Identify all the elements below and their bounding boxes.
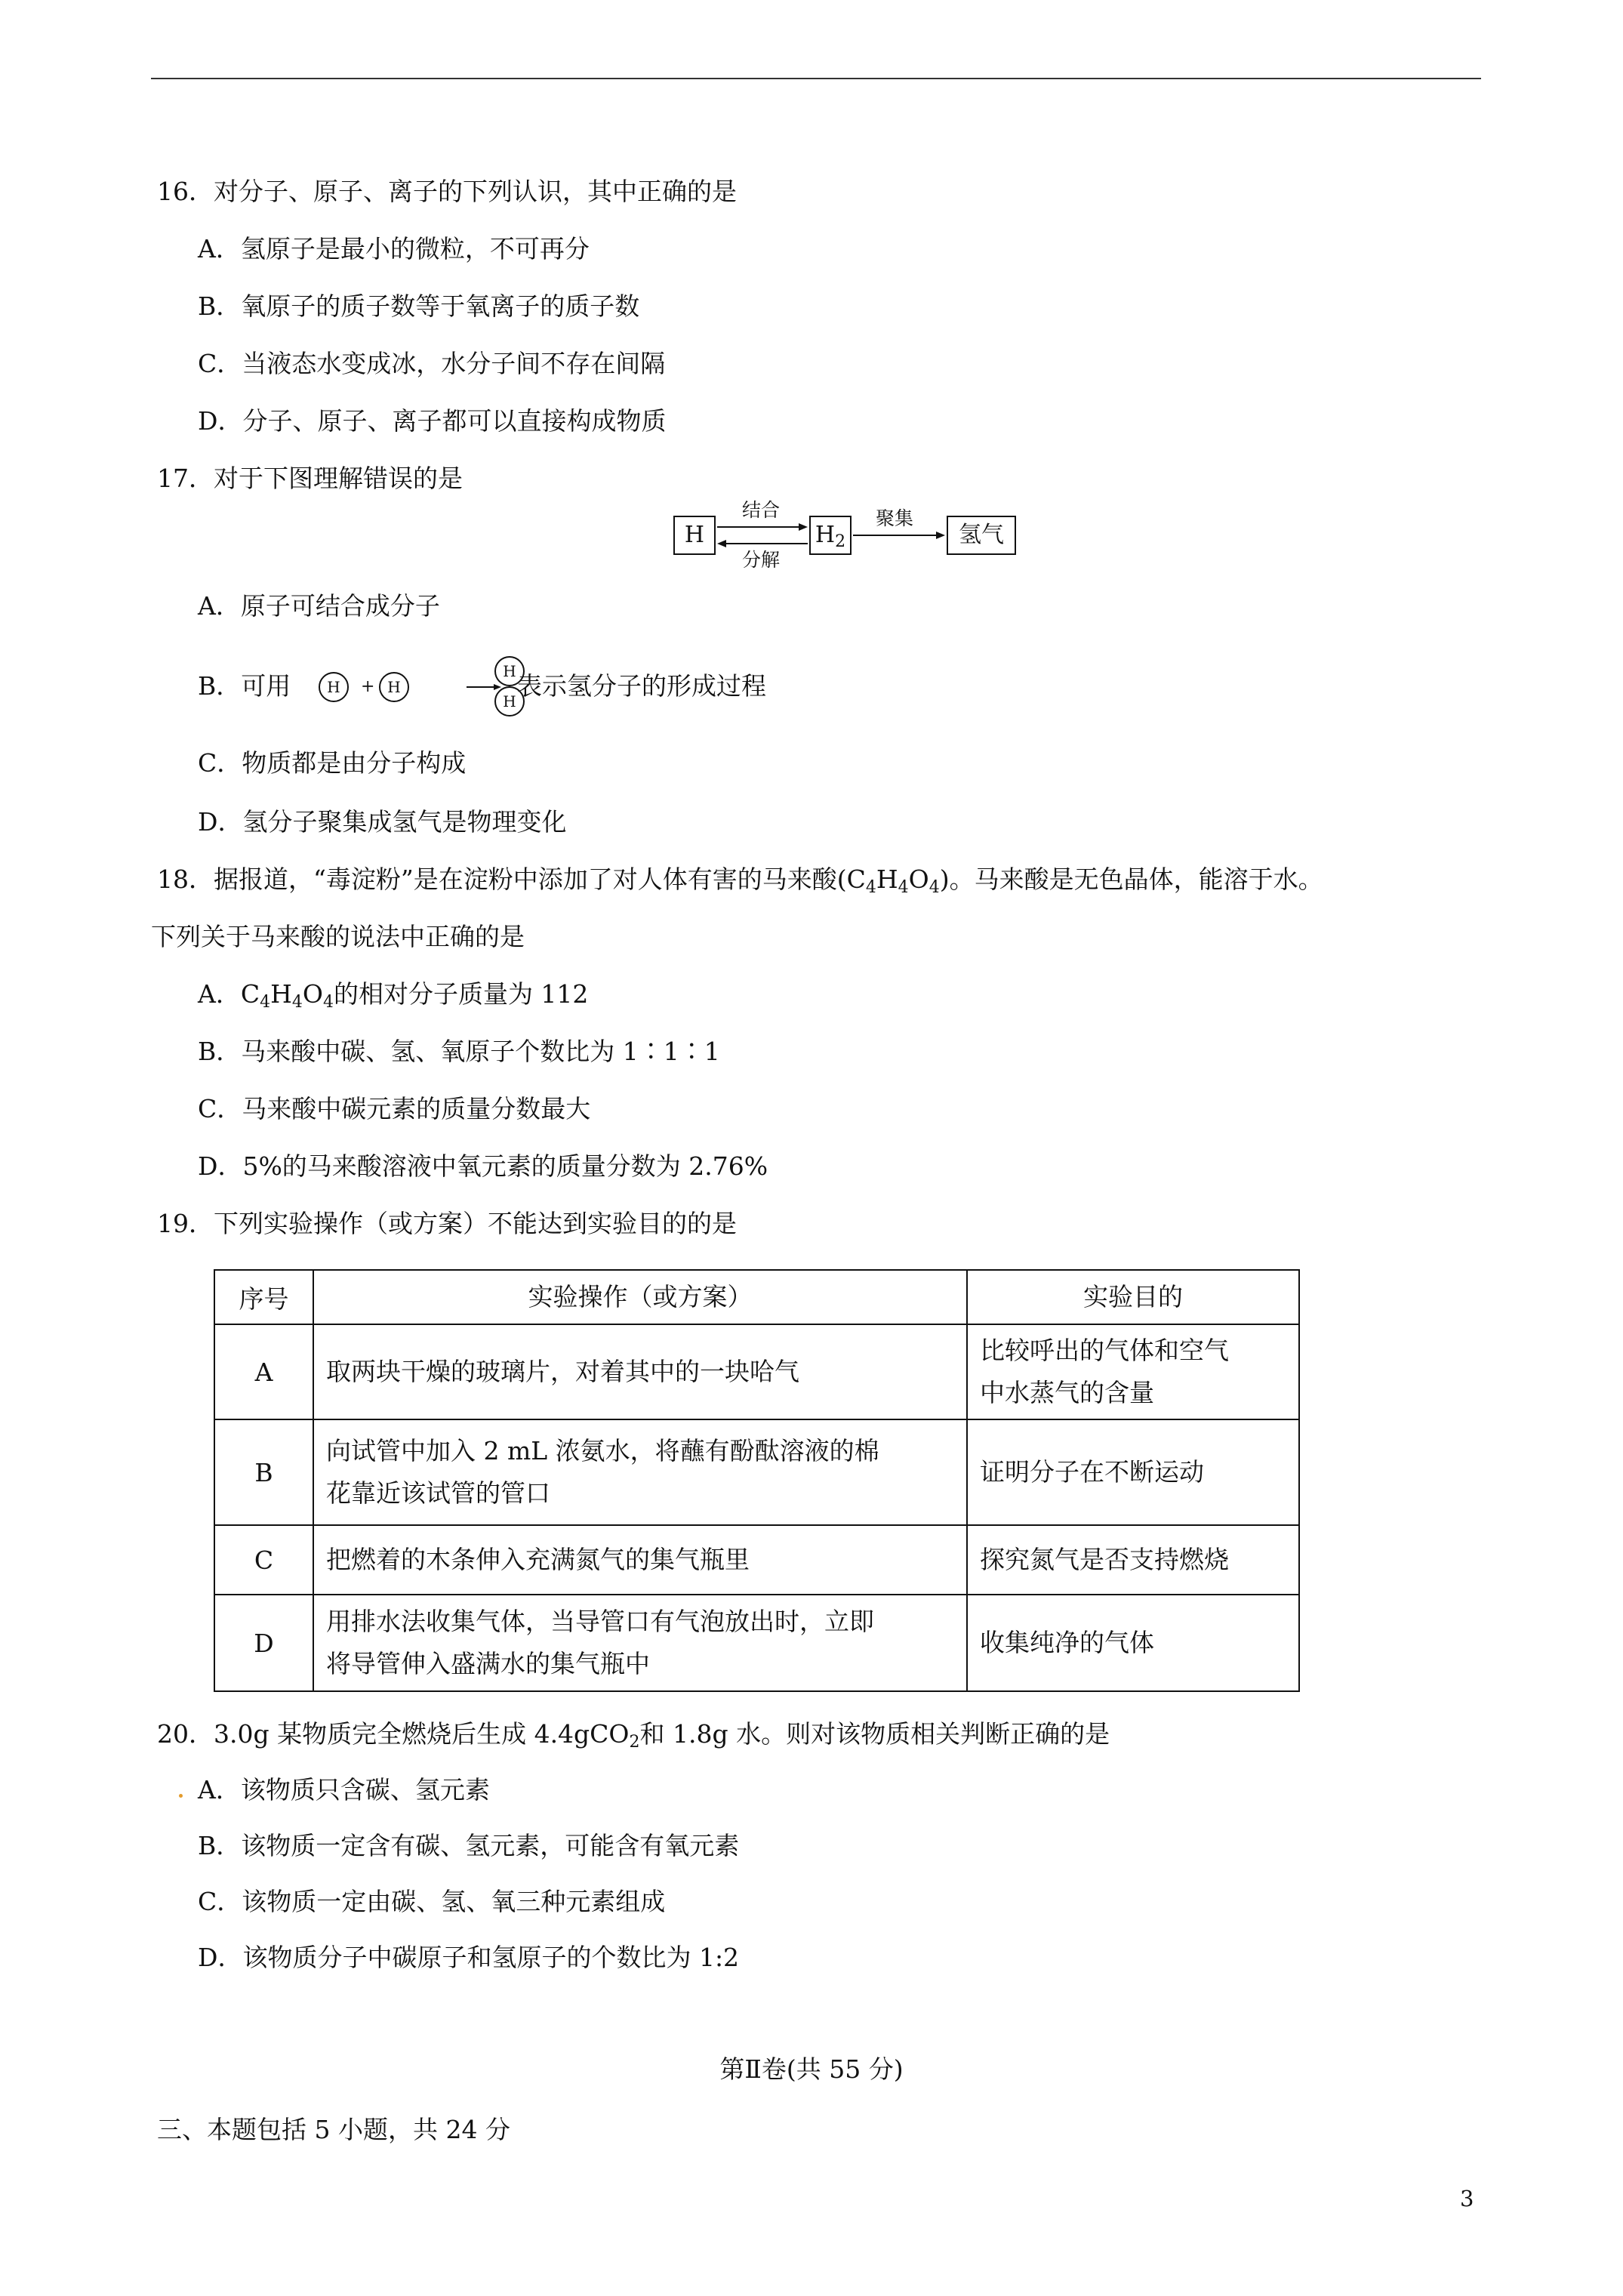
row-goal-line1: 收集纯净的气体 <box>980 1628 1154 1657</box>
q18-stem-text-end: )。马来酸是无色晶体，能溶于水。 <box>939 864 1323 894</box>
h2-atom-bottom: H <box>494 686 525 717</box>
row-operation <box>313 1595 967 1691</box>
q18-sub-o: 4 <box>929 878 940 897</box>
row-goal <box>967 1595 1299 1691</box>
row-goal <box>967 1324 1299 1419</box>
q17-option-d: D．氢分子聚集成氢气是物理变化 <box>198 807 567 837</box>
table-row <box>214 1324 1299 1419</box>
q18-option-d: D．5%的马来酸溶液中氧元素的质量分数为 2.76% <box>198 1151 768 1181</box>
q20-co2-subscript: 2 <box>629 1733 640 1752</box>
experiment-table <box>214 1269 1300 1692</box>
h2-symbol: H <box>815 522 836 548</box>
section-3-heading: 三、本题包括 5 小题，共 24 分 <box>157 2115 510 2144</box>
q18-option-b: B．马来酸中碳、氢、氧原子个数比为 1∶1∶1 <box>198 1037 720 1066</box>
section-title: 第Ⅱ卷(共 55 分) <box>719 2054 904 2084</box>
q17-option-a: A．原子可结合成分子 <box>198 591 440 621</box>
q18-sub-c: 4 <box>865 878 876 897</box>
table-row <box>214 1595 1299 1691</box>
label-combine: 结合 <box>742 499 781 521</box>
q18-a-sub-o: 4 <box>322 993 334 1012</box>
q18-a-h: H <box>270 979 292 1009</box>
header-operation: 实验操作（或方案） <box>313 1270 967 1324</box>
q18-stem-text-o: O <box>908 864 929 894</box>
q17-stem: 17．对于下图理解错误的是 <box>157 464 463 493</box>
row-goal-line2: 中水蒸气的含量 <box>980 1378 1154 1407</box>
q16-stem: 16．对分子、原子、离子的下列认识，其中正确的是 <box>157 177 737 206</box>
q20-option-b: B．该物质一定含有碳、氢元素，可能含有氧元素 <box>198 1831 740 1860</box>
page-number: 3 <box>1460 2186 1474 2211</box>
q16-option-c: C．当液态水变成冰，水分子间不存在间隔 <box>198 349 666 378</box>
row-operation-line1: 把燃着的木条伸入充满氮气的集气瓶里 <box>326 1545 750 1574</box>
q20-option-a: A．该物质只含碳、氢元素 <box>198 1775 490 1804</box>
row-goal <box>967 1525 1299 1595</box>
q18-a-sub-c: 4 <box>260 993 271 1012</box>
label-decompose: 分解 <box>742 549 781 571</box>
q18-stem-text-a: 18．据报道，“毒淀粉”是在淀粉中添加了对人体有害的马来酸(C <box>157 864 866 894</box>
header-id: 序号 <box>214 1270 313 1324</box>
q20-option-d: D．该物质分子中碳原子和氢原子的个数比为 1:2 <box>198 1943 740 1972</box>
row-operation-line1: 向试管中加入 2 mL 浓氨水，将蘸有酚酞溶液的棉 <box>326 1436 879 1465</box>
atom-combination-figure <box>317 653 521 723</box>
q18-a-pre: A．C <box>198 979 260 1009</box>
row-goal-line1: 比较呼出的气体和空气 <box>980 1336 1229 1365</box>
stray-mark <box>179 1794 183 1798</box>
q17-option-c: C．物质都是由分子构成 <box>198 748 467 778</box>
q19-stem: 19．下列实验操作（或方案）不能达到实验目的的是 <box>157 1209 737 1238</box>
q17-option-b-suffix: 表示氢分子的形成过程 <box>517 671 766 701</box>
row-id: C <box>214 1525 313 1595</box>
h2-subscript: 2 <box>835 532 846 551</box>
q16-option-d: D．分子、原子、离子都可以直接构成物质 <box>198 406 667 436</box>
h-atom-2: H <box>379 672 409 702</box>
h2-atom-top: H <box>494 656 525 686</box>
row-operation <box>313 1525 967 1595</box>
row-operation-line1: 用排水法收集气体，当导管口有气泡放出时，立即 <box>326 1607 874 1636</box>
q20-stem-post: 和 1.8g 水。则对该物质相关判断正确的是 <box>639 1719 1110 1749</box>
q18-sub-h: 4 <box>898 878 909 897</box>
q20-stem <box>157 1718 1110 1750</box>
row-operation-line2: 将导管伸入盛满水的集气瓶中 <box>326 1649 650 1678</box>
q18-stem-line2: 下列关于马来酸的说法中正确的是 <box>151 922 525 951</box>
q16-option-b: B．氧原子的质子数等于氧离子的质子数 <box>198 291 640 321</box>
q18-stem-line1 <box>157 864 1323 895</box>
h2-molecule-box <box>809 516 852 555</box>
row-goal-line1: 探究氮气是否支持燃烧 <box>980 1545 1229 1574</box>
table-row <box>214 1525 1299 1595</box>
q20-stem-pre: 20．3.0g 某物质完全燃烧后生成 4.4gCO <box>157 1719 630 1749</box>
q16-option-a: A．氢原子是最小的微粒，不可再分 <box>198 234 590 264</box>
q18-option-a <box>198 978 588 1010</box>
row-operation <box>313 1324 967 1419</box>
q18-a-post: 的相对分子质量为 112 <box>333 979 589 1009</box>
hydrogen-gas-box: 氢气 <box>947 516 1016 555</box>
q20-option-c: C．该物质一定由碳、氢、氧三种元素组成 <box>198 1887 666 1916</box>
row-goal <box>967 1419 1299 1525</box>
q18-a-o: O <box>302 979 323 1009</box>
q18-option-c: C．马来酸中碳元素的质量分数最大 <box>198 1094 591 1123</box>
row-operation <box>313 1419 967 1525</box>
h-atom-1: H <box>319 672 349 702</box>
row-id: A <box>214 1324 313 1419</box>
row-goal-line1: 证明分子在不断运动 <box>980 1457 1204 1487</box>
table-row <box>214 1419 1299 1525</box>
hydrogen-diagram <box>673 497 1021 572</box>
header-rule <box>151 78 1481 79</box>
row-id: B <box>214 1419 313 1525</box>
row-operation-line1: 取两块干燥的玻璃片，对着其中的一块哈气 <box>326 1357 799 1386</box>
row-id: D <box>214 1595 313 1691</box>
q18-a-sub-h: 4 <box>291 993 303 1012</box>
header-goal: 实验目的 <box>967 1270 1299 1324</box>
table-header-row <box>214 1270 1299 1324</box>
label-aggregate: 聚集 <box>876 507 914 529</box>
q17-option-b-prefix: B．可用 <box>198 671 291 701</box>
row-operation-line2: 花靠近该试管的管口 <box>326 1478 550 1508</box>
q18-stem-text-h: H <box>876 864 898 894</box>
h-atom-box: H <box>673 516 716 555</box>
plus-sign: + <box>361 677 375 696</box>
